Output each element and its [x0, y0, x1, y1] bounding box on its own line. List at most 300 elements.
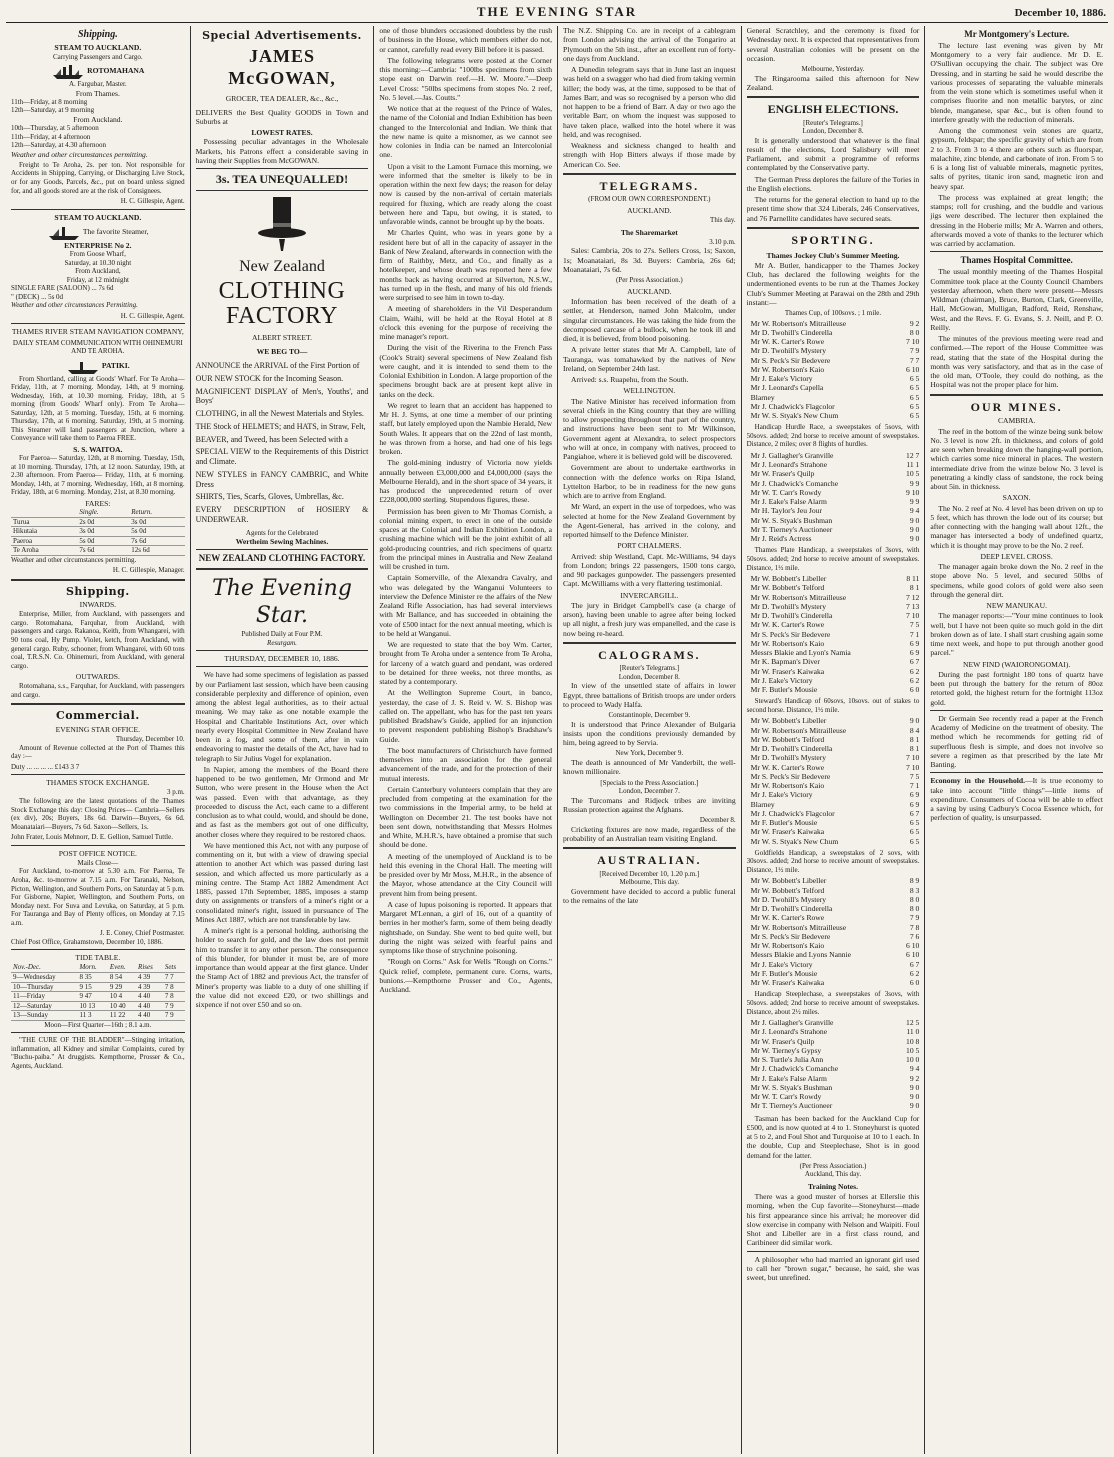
news-paragraph: We are requested to state that the boy Wm. Carter, brought from Te Aroha under a sentence from Te Aroha, for larceny of a watch guard and pendant, was ordered to be detained for three weeks, not three months, as stated by a contemporary. — [379, 640, 552, 686]
horse-weight: 9 0 — [909, 524, 920, 534]
table-cell: 11 22 — [108, 1011, 136, 1021]
divider — [930, 710, 1103, 711]
news-paragraph: Mr Ward, an expert in the use of torpedoes, who was selected at home for the New Zealand Government by the Agent-General, has arrived in the colony, and reported himself to the Defence Minister. — [563, 502, 736, 539]
editorial-paragraph: We have had some specimens of legislation as passed by our Parliament last session, which have been causing considerable perplexity and difference of opinion, even among the ablest legal authorities, as to their actual meaning. We may take as one notable example the Hospital and Charitable Institutions Act, over which nearly every Hospital Committee in New Zealand have been in a fog, and some of them, after in vain endeavoring to master the details of the Act, have had to telegraph to Sir Julius Vogel for explanation. — [195, 670, 369, 763]
page-columns — [6, 26, 1108, 1454]
saturday-night: Saturday, at 10.30 night — [64, 258, 132, 267]
race-entry — [751, 676, 920, 685]
news-paragraph: General Scratchley, and the ceremony is fixed for Wednesday next. It is expected that representatives from several Australian colonies will be present on the occasion. — [746, 26, 920, 63]
editorial-paragraph: In Napier, among the members of the Board there happened to be two gentlemen, Mr Ormond and Mr Sutton, who were present in the House when the Act was passed. Even with that advantage, as they proceeded to discuss the Act, each came to a different conclusion as to what could, would, and should be done, and as fast as the members got out of one difficulty, another closes where they required to be restored chaos. — [195, 764, 369, 839]
race-entry — [751, 790, 920, 799]
divider — [196, 549, 369, 550]
table-cell: 4 40 — [136, 1011, 163, 1021]
received-label: [Received December 10, 1.20 p.m.] — [599, 869, 700, 878]
from-auckland-label: From Auckland. — [73, 114, 123, 124]
race-entry — [751, 356, 920, 365]
table-cell: 8 54 — [108, 973, 136, 983]
dateline-constantinople: Constantinople, December 9. — [608, 711, 691, 720]
horse-weight: 6 10 — [906, 364, 920, 374]
news-paragraph: Mr Charles Quint, who was in years gone by a resident here but of all in the capacity of assayer in the Bank of New Zealand, afterwards in connection with the firm of Raithby, Metz, and Co., and finally as a hotelkeeper, and whose death was reported here a few months back as having occurred at Silverton, N.S.W., has turned up in the flesh, and many of his old friends were surprised to see him in town to-day. — [379, 228, 552, 302]
table-cell: 4 40 — [136, 1001, 163, 1011]
race-entry — [751, 346, 920, 355]
race-entry — [751, 904, 920, 913]
horse-weight: 7 9 — [909, 346, 920, 356]
race-entry — [751, 886, 920, 895]
news-paragraph: Arrived: s.s. Ruapehu, from the South. — [571, 375, 689, 384]
star-office-heading: EVENING STAR OFFICE. — [55, 724, 141, 734]
auckland-departure-2: 11th—Friday, at 4 afternoon — [11, 132, 91, 141]
horse-weight: 6 10 — [906, 941, 920, 951]
every-description-line: EVERY DESCRIPTION of HOSIERY & UNDERWEAR. — [195, 505, 369, 524]
weather-note-3: Weather and other circumstances permitting. — [11, 555, 137, 564]
table-cell: 4 40 — [136, 992, 163, 1002]
manager-signature: H. C. Gillespie, Manager. — [112, 566, 185, 575]
fares-table — [11, 508, 185, 556]
table-cell: Te Aroha — [11, 546, 77, 556]
mcgowan-name: JAMES McGOWAN, — [228, 46, 336, 89]
horse-weight: 9 0 — [909, 1101, 920, 1111]
divider — [11, 774, 185, 775]
vessel-name-patiki: PATIKI. — [101, 360, 130, 370]
horse-owner: Mr W. T. Carr's Rowdy — [750, 487, 822, 497]
horse-weight: 6 7 — [909, 808, 920, 818]
news-paragraph: Mr A. Butler, handicapper to the Thames Jockey Club, has declared the following weights for the undermentioned events to be run at the Thames Jockey Club's Summer Meeting at Parawai on the 28th and 29th instant:— — [746, 260, 920, 307]
horse-owner: Mr D. Twohill's Cinderella — [750, 904, 833, 914]
table-cell: 5s 0d — [129, 527, 184, 537]
telegrams-heading: TELEGRAMS. — [599, 178, 700, 193]
news-paragraph: The Native Minister has received information from several chiefs in the King country that they are willing to allow prospecting throughout that part of the country, and instructions have been sent to Mr Wilkinson, Government agent at Alexandra, to select prospectors who will at once, in company with natives, proceed to Pangiahoe, where it is believed gold will be discovered. — [563, 396, 736, 461]
divider — [196, 666, 369, 667]
race-entry — [751, 744, 920, 753]
race-entry — [751, 667, 920, 676]
horse-weight: 8 1 — [909, 583, 920, 593]
table-header: Nov.-Dec. — [11, 963, 77, 972]
waiorongomai-heading: NEW FIND (WAIORONGOMAI). — [963, 659, 1071, 669]
race-entry — [751, 960, 920, 969]
nz-factory-footer: NEW ZEALAND CLOTHING FACTORY. — [198, 553, 366, 564]
double-divider — [563, 642, 736, 644]
ship-enterprise — [11, 223, 185, 241]
fare-deck: " (DECK) ... 5s 0d — [11, 292, 64, 301]
shipping-header: Shipping. — [77, 29, 118, 40]
horse-weight: 6 5 — [909, 411, 920, 421]
horse-owner: Messrs Blakie and Lyon's Namia — [750, 648, 851, 658]
news-paragraph: We regret to learn that an accident has happened to Mr H. J. Syms, at one time a member of our printing staff, but lately employed upon the Nambie Herald, New South Wales. It appears that on the 22nd of last month, he was thrown from a horse, and had one of his legs broken. — [379, 400, 552, 456]
duty-line: Duty ... ... ... ... £143 3 7 — [11, 762, 80, 771]
news-paragraph: The German Press deplores the failure of the Tories in the English elections. — [746, 174, 920, 193]
dateline-port-chalmers: PORT CHALMERS. — [617, 541, 682, 551]
table-header: Morn. — [77, 963, 107, 972]
hat-icon — [257, 195, 307, 253]
table-cell: 7s 6d — [129, 536, 184, 546]
thames-nav-company: THAMES RIVER STEAM NAVIGATION COMPANY, — [11, 327, 184, 337]
horse-owner: Mr J. Eake's False Alarm — [750, 1073, 827, 1083]
editorial-paragraph: A miner's right is a personal holding, authorising the holder to search for gold, and the law does not permit him to transfer it to any other person. The consequence of this blunder, for blunder it must be, are of more importance than would appear at the first glance. Under the Stamp Act of 1882 and previous Act, the transfer of Miner's property was liable to a duty of one shilling if the value did not exceed £20, or two shillings and sixpence if not over £50 and so on. — [195, 926, 369, 1010]
horse-owner: Mr S. Peck's Sir Bedevere — [750, 629, 831, 639]
dateline-london-2: London, December 7. — [618, 787, 680, 796]
horse-weight: 11 1 — [906, 460, 920, 470]
race-entry — [751, 1083, 920, 1092]
horse-weight: 6 9 — [909, 638, 920, 648]
manukau-heading: NEW MANUKAU. — [986, 601, 1047, 611]
shirts-line: SHIRTS, Ties, Scarfs, Gloves, Umbrellas, &c. — [195, 492, 344, 502]
auckland-departure-1: 10th—Thursday, at 5 afternoon — [11, 124, 99, 133]
clothing-factory-heading: CLOTHING FACTORY — [218, 278, 346, 330]
divider — [196, 168, 369, 169]
race-entry — [751, 319, 920, 328]
table-cell: 8 35 — [77, 973, 107, 983]
news-paragraph: The manager reports:—"Your mine continues to look well, but I have not been quite so much gold in the dirt broken down as of late. I shall start crushing again some time next week, and hope to put through another good parcel." — [930, 611, 1103, 658]
sharemarket-report: Sales: Cambria, 20s to 27s. Sellers Cross, 1s; Saxon, 1s; Moanataiari, 8s 3d. Buyers: Cambria, 26s 6d; Moanataiari, 7s 6d. — [563, 246, 736, 274]
news-paragraph: A private letter states that Mr A. Campbell, late of Tauranga, was tomahawked by the natives of New Ireland, on September 24th last. — [563, 345, 736, 373]
race-entry — [751, 809, 920, 818]
divider — [11, 209, 185, 210]
news-paragraph: Information has been received of the death of a settler, at Henderson, named John Malcolm, under singular circumstances. He was taking the hide from the decomposed carcase of a bullock, when he took ill and died, it is believed, from blood poisoning. — [563, 297, 736, 343]
horse-owner: Mr D. Twohill's Mystery — [750, 753, 827, 763]
horse-owner: Mr J. Eake's Victory — [750, 790, 813, 800]
horse-weight: 6 5 — [909, 374, 920, 384]
editorial-paragraph: We have mentioned this Act, not with any purpose of commenting on it, but with a view of drawing special attention to another Act which was passed during last session, and which affected us more particularly as a mining centre. The Stamp Act 1882 Amendment Act 1885, passed 17th September, 1885, imposes a stamp duty on assignments or transfers of a miner's right or a consolidated miner's right, issued in pursuance of The Mines Act 1887, which are not transferable by law. — [195, 840, 369, 924]
tide-table-heading: TIDE TABLE. — [75, 953, 121, 963]
steeple-title: Handicap Steeplechase, a sweepstakes of 3sovs, with 50sovs. added; 2nd horse to receive amount of sweepstakes. Distance, about 2½ miles. — [746, 990, 920, 1016]
news-paragraph: Cricketing fixtures are now made, regardless of the probability of an Australian team visiting England. — [563, 824, 736, 843]
race-entry — [751, 781, 920, 790]
outwards-heading: OUTWARDS. — [75, 672, 120, 682]
fare-saloon: SINGLE FARE (SALOON) ... 7s 6d — [11, 284, 114, 293]
news-paragraph: A meeting of shareholders in the Vil Desperandum Claim, Waihi, will be held at the Royal Hotel at 8 o'clock this evening for the purpose of receiving the mine manager's report. — [379, 304, 552, 341]
table-cell: 7 9 — [163, 1001, 185, 1011]
race-entry — [751, 648, 920, 657]
news-paragraph: It is generally understood that whatever is the final result of the elections, Lord Salisbury will meet Parliament, and submit a programme of reforms contemplated by the Conservative party. — [746, 135, 920, 173]
race-entry — [751, 913, 920, 922]
horse-owner: Mr W. Robertson's Mitrailleuse — [750, 592, 847, 602]
jockey-club-heading: Thames Jockey Club's Summer Meeting. — [766, 250, 900, 260]
sporting-heading: SPORTING. — [791, 232, 875, 247]
horse-weight: 9 0 — [909, 716, 920, 726]
published-daily: Published Daily at Four P.M. — [241, 629, 323, 638]
hurdle-race-list — [751, 451, 920, 544]
horse-weight: 8 11 — [906, 574, 920, 584]
race-entry — [751, 1101, 920, 1110]
horse-owner: Mr J. Eake's Victory — [750, 675, 813, 685]
horse-owner: Mr J. Leonard's Capella — [750, 383, 824, 393]
horse-weight: 7 13 — [906, 601, 920, 611]
horse-owner: Mr W. K. Carter's Rowe — [750, 762, 825, 772]
fares-heading: FARES: — [85, 498, 111, 508]
horse-weight: 6 9 — [909, 790, 920, 800]
horse-owner: Mr W. Fraser's Quilp — [750, 469, 815, 479]
news-paragraph: The No. 2 reef at No. 4 level has been driven on up to 5 feet, which has thrown the lode out of its course; but after connecting with the hanging wall about 12ft., the manager has intersected a body of undefined quartz, which it is thought may prove to be the No. 2 reef. — [930, 503, 1103, 550]
dateline-this-day: This day. — [710, 216, 736, 225]
patiki-schedule: From Shortland, calling at Goods' Wharf. For Te Aroha— Friday, 11th, at 7 morning. Monday, 14th, at 9 morning. Wednesday, 16th, at 10.30 morning. Friday, 18th, at 5 morning (from Goods' Wharf only). From Te Aroha— Saturday, 12th, at 5 morning. Tuesday, 15th, at 6 morning. Thursday, 17th, at 6 morning. Saturday, 19th, at 5 morning. This Steamer will land passengers at Junction, where a Conveyance will take them to Paeroa FREE. — [11, 374, 185, 443]
news-paragraph: During the past fortnight 180 tons of quartz have been put through the battery for the return of 80oz retorted gold, the highest return for the fortnight 113oz gold. — [930, 669, 1103, 707]
revenue-note: Amount of Revenue collected at the Port of Thames this day :— — [11, 743, 185, 761]
horse-weight: 9 0 — [909, 1082, 920, 1092]
wertheim-line: Wertheim Sewing Machines. — [235, 537, 329, 547]
race-entry — [751, 639, 920, 648]
horse-weight: 6 2 — [909, 968, 920, 978]
dateline-wellington: WELLINGTON. — [623, 386, 676, 396]
editorial-date: THURSDAY, DECEMBER 10, 1886. — [224, 654, 340, 664]
news-paragraph: The minutes of the previous meeting were read and confirmed.—The report of the House Committee was read, stating that the state of the Hospital during the month was very satisfactory, and that as in the case of the old man, O'Toole, they could do nothing, as the Hospital was not the proper place for him. — [930, 334, 1103, 390]
horse-weight: 7 12 — [906, 592, 920, 602]
column-5 — [741, 26, 925, 1454]
race-entry — [751, 726, 920, 735]
star-office-date: Thursday, December 10. — [115, 735, 185, 744]
table-cell: 10—Thursday — [11, 982, 77, 992]
table-header-row — [11, 963, 185, 972]
race-entry — [751, 800, 920, 809]
race-entry — [751, 978, 920, 987]
horse-owner: Blarney — [750, 392, 775, 402]
table-cell: Hikutaia — [11, 527, 77, 537]
possessing-text: Possessing peculiar advantages in the Wholesale Markets, his Patrons effect a considerable saving in having their Supplies from McGOWAN. — [195, 137, 369, 165]
table-cell: 7 8 — [163, 982, 185, 992]
announce-line: ANNOUNCE the ARRIVAL of the First Portion of — [195, 361, 360, 371]
own-correspondent: (FROM OUR OWN CORRESPONDENT.) — [588, 195, 711, 204]
divider — [196, 650, 369, 651]
news-paragraph: The lecture last evening was given by Mr Montgomery to a very fair audience. Mr D. E. O'Sullivan occupying the chair. The subject was Ore Dressing, and in starting he said he would describe the various processes of separating the valuable minerals from the vein stone which is sometimes useful when it comprises fluorite and non metallic barytes, or zinc blende, manganese, spar &c., but is often found to interfere greatly with the reduction of minerals. — [930, 40, 1103, 124]
plate-title: Thames Plate Handicap, a sweepstakes of 3sovs, with 50sovs. added; 2nd horse to receive amount of sweepstakes. Distance, 1½ mile. — [746, 546, 920, 572]
table-header-row — [11, 508, 185, 517]
horse-owner: Mr J. Gallagher's Granville — [750, 1018, 834, 1028]
horse-weight: 7 7 — [909, 355, 920, 365]
horse-owner: Mr W. T. Carr's Rowdy — [750, 1092, 822, 1102]
horse-owner: Mr J. Chadwick's Comanche — [750, 1064, 839, 1074]
thames-departure-1: 11th—Friday, at 8 morning — [11, 97, 88, 106]
race-entry — [751, 402, 920, 411]
ship-patiki — [11, 357, 185, 375]
horse-owner: Mr W. Fraser's Kaiwaka — [750, 827, 825, 837]
horse-weight: 7 5 — [909, 771, 920, 781]
australian-heading: AUSTRALIAN. — [597, 853, 702, 868]
news-paragraph: Government are about to undertake earthworks in connection with the defence works on Ripa Island, Lyttelton Harbor, to be in readiness for the new guns which are to arrive from England. — [563, 463, 736, 500]
news-paragraph: Among the commonest vein stones are quartz, gypsum, feldspar; the specific gravity of which are from 2 to 3. From 3 to 4 there are others such as fluorspar, malachite, zinc blende, and carbonate of iron. From 5 to 6 is a long list of valuable minerals, magnetic pyrites, salts of pyrites, titanic iron sand, magnetic iron and heavy spar. — [930, 126, 1103, 191]
double-divider — [11, 579, 185, 581]
column-6 — [924, 26, 1108, 1454]
horse-weight: 8 9 — [909, 876, 920, 886]
special-ads-header: Special Advertisements. — [202, 29, 362, 42]
steam-auckland-heading-2: STEAM TO AUCKLAND. — [54, 212, 142, 222]
table-cell: 9—Wednesday — [11, 973, 77, 983]
table-row — [11, 546, 185, 556]
horse-owner: Mr W. Bobbett's Telford — [750, 885, 825, 895]
table-cell: 13—Sunday — [11, 1011, 77, 1021]
evening-star-masthead: The Evening Star. — [212, 576, 352, 629]
race-entry — [751, 1074, 920, 1083]
race-entry — [751, 583, 920, 592]
race-entry — [751, 574, 920, 583]
horse-weight: 7 1 — [909, 781, 920, 791]
divider — [11, 1032, 185, 1033]
double-divider — [196, 568, 369, 570]
horse-weight: 9 0 — [909, 1092, 920, 1102]
table-cell: Paeroa — [11, 536, 77, 546]
steward-title: Steward's Handicap of 60sovs, 10sovs. out of stakes to second horse. Distance, 1½ mile. — [746, 697, 920, 714]
dateline-auckland: AUCKLAND. — [627, 205, 672, 215]
commercial-header: Commercial. — [55, 709, 140, 723]
double-divider — [11, 703, 185, 705]
table-cell: 2s 0d — [77, 517, 129, 527]
horse-weight: 6 0 — [909, 978, 920, 988]
horse-weight: 7 10 — [906, 611, 920, 621]
news-paragraph: The manager again broke down the No. 2 reef in the stope above No. 5 level, and secured 50lbs of specimens, while good colors of gold were also seen through the general dirt. — [930, 562, 1103, 599]
horse-owner: Mr W. S. Styak's New Chum — [750, 836, 839, 846]
beg-to-line: WE BEG TO— — [256, 346, 308, 356]
news-paragraph: In view of the unsettled state of affairs in lower Egypt, three battalions of British troops are under orders to proceed to Wady Halfa. — [563, 681, 736, 709]
divider — [930, 772, 1103, 773]
race-entry — [751, 1037, 920, 1046]
horse-weight: 9 2 — [909, 1073, 920, 1083]
table-row — [11, 992, 185, 1002]
stock-line: OUR NEW STOCK for the Incoming Season. — [195, 373, 344, 383]
horse-owner: Mr J. Eake's Victory — [750, 374, 813, 384]
news-paragraph: Government have decided to accord a public funeral to the remains of the late — [563, 886, 736, 906]
news-paragraph: The Ringarooma sailed this afternoon for New Zealand. — [746, 73, 920, 92]
divider — [11, 323, 185, 324]
reuters-label: [Reuter's Telegrams.] — [619, 664, 680, 673]
table-row — [11, 1011, 185, 1021]
horse-weight: 6 9 — [909, 799, 920, 809]
horse-owner: Mr W. Bobbett's Libeller — [750, 876, 827, 886]
goldfields-title: Goldfields Handicap, a sweepstakes of 2 sovs, with 30sovs. added; 2nd horse to receive amount of sweepstakes. Distance, 1½ mile. — [746, 848, 920, 874]
from-auckland-label-2: From Auckland, — [75, 267, 121, 276]
table-row — [11, 1001, 185, 1011]
news-paragraph: Arrived: ship Westland, Capt. Mc-Williams, 94 days from London; brings 22 passengers, 1500 tons cargo, and 90 packages gunpowder. The passengers presented Capt. McWilliams with a very flattering testimonial. — [563, 551, 736, 589]
table-cell: 10 40 — [108, 1001, 136, 1011]
race-entry — [751, 941, 920, 950]
english-elections-heading: ENGLISH ELECTIONS. — [767, 102, 899, 117]
race-entry — [751, 411, 920, 420]
press-association: (Per Press Association.) — [615, 276, 683, 285]
economy-advert — [930, 776, 1103, 822]
horse-weight: 6 7 — [909, 959, 920, 969]
horse-owner: Mr W. Fraser's Kaiwaka — [750, 978, 825, 988]
daily-communication: DAILY STEAM COMMUNICATION WITH OHINEMURI AND TE AROHA. — [12, 338, 183, 356]
news-paragraph: A case of lupus poisoning is reported. It appears that Margaret M'Lennan, a girl of 16, out of a quantity of berries in her mother's farm, some of them being deadly nightshade, on Sunday. She went to bed quite well, but during the night was seized with fearful pains and symptoms like those of strychnine poisoning. — [379, 899, 552, 955]
horse-weight: 6 5 — [909, 818, 920, 828]
tea-advert: 3s. TEA UNEQUALLED! — [215, 172, 349, 187]
race-entry — [751, 611, 920, 620]
news-paragraph: Captain Somerville, of the Alexandra Cavalry, and who was delegated by the Wanganui Volunteers to interview the Defence Minister re the affairs of the New Zealand Rifle Association, has had several interviews with Mr Ballance, and has succeeded in obtaining the vote of £500 intact for the next annual meeting, which is to be held at Wanganui. — [379, 573, 552, 638]
horse-weight: 7 8 — [909, 922, 920, 932]
column-1 — [6, 26, 190, 1454]
press-association: (Per Press Association.) — [799, 1161, 867, 1170]
divider — [11, 845, 185, 846]
race-entry — [751, 932, 920, 941]
horse-owner: Mr J. Eake's Victory — [750, 959, 813, 969]
thames-cup-title: Thames Cup, of 100sovs. ; 1 mile. — [784, 309, 882, 318]
table-header: Return. — [129, 508, 184, 517]
horse-owner: Mr D. Twohill's Mystery — [750, 601, 827, 611]
race-entry — [751, 763, 920, 772]
race-entry — [751, 716, 920, 725]
race-entry — [751, 479, 920, 488]
table-cell: 9 29 — [108, 982, 136, 992]
clothing-line: CLOTHING, in all the Newest Materials and Styles. — [195, 409, 364, 419]
race-entry — [751, 497, 920, 506]
beaver-line: BEAVER, and Tweed, has been Selected with a — [195, 434, 348, 444]
thames-departure-2: 12th—Saturday, at 9 morning — [11, 106, 95, 115]
race-entry — [751, 818, 920, 827]
double-divider — [747, 227, 920, 229]
horse-owner: Mr S. Turtle's Julia Ann — [750, 1055, 824, 1065]
our-mines-heading: OUR MINES. — [970, 399, 1063, 414]
horse-weight: 6 9 — [909, 648, 920, 658]
race-entry — [751, 516, 920, 525]
cambria-heading: CAMBRIA. — [997, 416, 1036, 426]
horse-owner: Blarney — [750, 799, 775, 809]
horse-weight: 8 3 — [909, 885, 920, 895]
news-paragraph: The boot manufacturers of Christchurch have formed themselves into an association for the general advancement of the trade, and for the protection of their mutual interests. — [379, 745, 552, 783]
horse-owner: Mr D. Twohill's Cinderella — [750, 744, 833, 754]
race-entry — [751, 753, 920, 762]
race-entry — [751, 950, 920, 959]
race-entry — [751, 772, 920, 781]
race-entry — [751, 393, 920, 402]
race-entry — [751, 1046, 920, 1055]
column-4 — [557, 26, 741, 1454]
horse-weight: 6 0 — [909, 685, 920, 695]
agent-signature-2: H. C. Gillespie, Agent. — [120, 311, 185, 320]
horse-weight: 9 2 — [909, 318, 920, 328]
post-office-date: Chief Post Office, Grahamstown, December 10, 1886. — [11, 937, 163, 946]
table-header: Rises — [136, 963, 163, 972]
table-row — [11, 982, 185, 992]
steeple-list — [751, 1018, 920, 1111]
auckland-departure-3: 12th—Saturday, at 4.30 afternoon — [11, 141, 106, 150]
horse-owner: Mr J. Gallagher's Granville — [750, 450, 834, 460]
race-entry — [751, 328, 920, 337]
vessel-name-enterprise: ENTERPRISE No 2. — [64, 240, 132, 250]
table-cell: 7 9 — [163, 1011, 185, 1021]
divider — [747, 1251, 920, 1252]
horse-weight: 10 5 — [906, 469, 920, 479]
news-paragraph: The returns for the general election to hand up to the present time show that 324 Liberals, 246 Conservatives, and 76 Parnellite candidates have secured seats. — [746, 195, 920, 223]
lowest-rates: LOWEST RATES. — [251, 128, 313, 138]
steamship-icon — [51, 62, 85, 80]
table-cell: 10 13 — [77, 1001, 107, 1011]
horse-owner: Mr W. K. Carter's Rowe — [750, 913, 825, 923]
table-cell: 10 4 — [108, 992, 136, 1002]
magnificent-line: MAGNIFICENT DISPLAY of Men's, Youths', and Boys' — [195, 386, 369, 406]
news-paragraph: The Turcomans and Ridjeck tribes are inviting Russian protection against the Afghans. — [563, 795, 736, 814]
horse-owner: Mr W. Robertson's Kaio — [750, 781, 825, 791]
horse-weight: 8 4 — [909, 725, 920, 735]
double-divider — [747, 96, 920, 98]
horse-owner: Mr F. Butler's Mousie — [750, 818, 818, 828]
horse-weight: 7 5 — [909, 620, 920, 630]
horse-owner: Mr W. Robertson's Kaio — [750, 638, 825, 648]
moon-phase: Moon—First Quarter—16th ; 8.1 a.m. — [44, 1020, 152, 1029]
issue-date: December 10, 1886. — [1014, 6, 1106, 19]
news-paragraph: A Dunedin telegram says that in June last an inquest was held on a swagger who had died from taking vermin killer; the body was, at the time, supposed to be that of James Barr, and was so recognised by a person who did not happen to be a friend of Barr. A day or two ago the veritable Barr, on whom the inquest was supposed to have taken place, walked into the hotel where it was held, and was recognised. — [563, 65, 736, 139]
special-view-line: SPECIAL VIEW to the Requirements of this District and Climate. — [195, 447, 369, 467]
news-paragraph: Tasman has been backed for the Auckland Cup for £500, and is now quoted at 4 to 1. Stoneyhurst is quoted at 5 to 2, and Foul Shot and Turquoise at 10 to 1 each. In the double, Cup and Steeplechase, Shot is in good demand for the latter. — [746, 1113, 920, 1160]
horse-owner: Mr S. Peck's Sir Bedevere — [750, 771, 831, 781]
economy-text: —It is true economy to take into account "little things"—little items of expenditure. Consumers of Cocoa will be able to effect a saving by using Cadbury's Cocoa Essence which, for perfection of quality, is unsurpassed. — [930, 776, 1103, 823]
waitoa-schedule: For Paeroa— Saturday, 12th, at 8 morning. Tuesday, 15th, at 10 morning. Thursday, 17th, at 12 noon. Saturday, 19th, at 2.30 afternoon. From Paeroa— Friday, 11th, at 6 morning. Monday, 14th, at 7 morning. Wednesday, 16th, at 8 morning. Friday, 18th, at 6 morning. Monday, 21st, at 8.30 morning. — [11, 454, 185, 497]
exchange-quotations: The following are the latest quotations of the Thames Stock Exchange this day: Closing Prices— Cambria—Sellers (ex div), 20s; Buyers, 18s 6d. Darwin—Buyers, 6s 6d. Moanataiari—Buyers, 7s 6d. Saxon—Sellers, 1s. — [11, 797, 185, 831]
news-paragraph: A philosopher who had married an ignorant girl used to call her "brown sugar," because, he said, she was sweet, but unrefined. — [746, 1254, 920, 1283]
horse-owner: Mr S. Peck's Sir Bedevere — [750, 355, 831, 365]
news-paragraph: Dr Germain See recently read a paper at the French Academy of Medicine on the treatment of obesity. The method which he recommends for getting rid of superfluous flesh is simple, and does not involve so severe a regimen as that prescribed by the late Mr Banting. — [930, 713, 1103, 770]
table-cell: 4 39 — [136, 982, 163, 992]
news-paragraph: We notice that at the request of the Prince of Wales, the name of the Colonial and Indian Exhibition has been changed to the Intercolonial and Indian. We think that the new name is quite a misnomer, as we cannot see how colonies in India can be named an Intercolonial one. — [379, 104, 552, 160]
race-entry — [751, 602, 920, 611]
outwards-list: Rotomahana, s.s., Farquhar, for Auckland, with passengers and cargo. — [11, 682, 185, 699]
helmets-line: THE Stock of HELMETS; and HATS, in Straw, Felt, — [195, 421, 366, 431]
